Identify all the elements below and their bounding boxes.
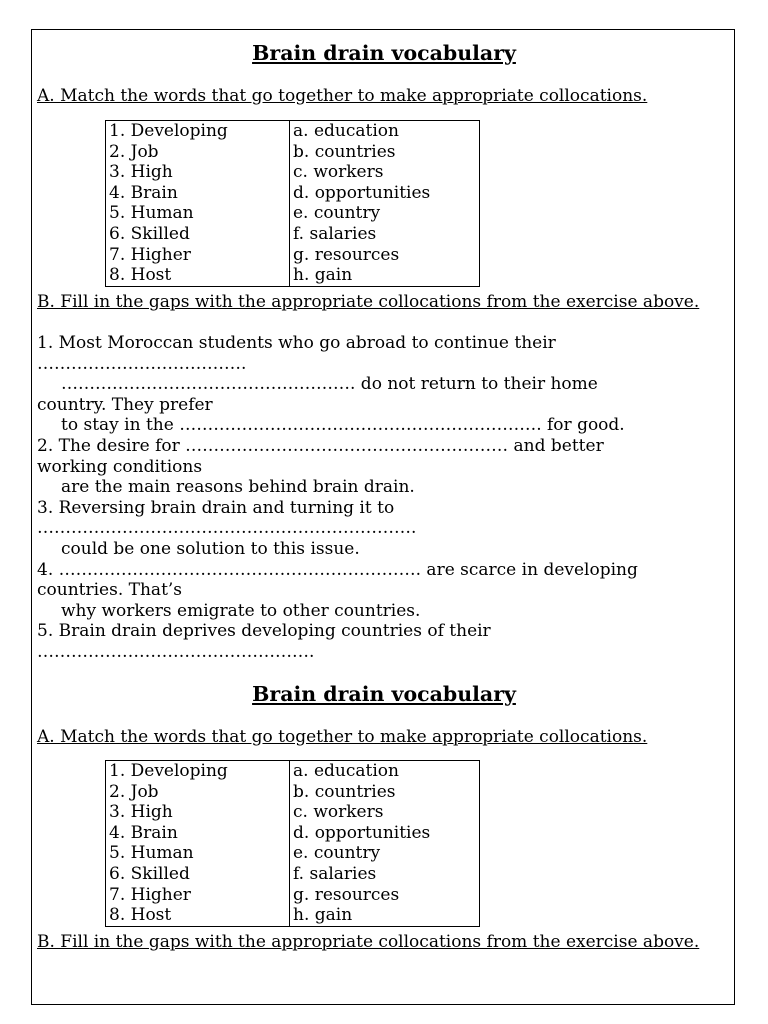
exercise-line: ……………………………………………. do not return to their home — [61, 374, 598, 395]
left-word-item: 2. Job — [109, 781, 159, 802]
right-word-item: b. countries — [293, 141, 396, 162]
left-word-item: 1. Developing — [109, 121, 228, 141]
exercise-b-text — [37, 333, 717, 663]
left-word-item: 1. Developing — [109, 761, 228, 781]
matching-table-copy — [105, 760, 480, 927]
page-title-copy: Brain drain vocabulary — [252, 682, 516, 706]
right-word-item: h. gain — [293, 265, 353, 286]
words-column-right — [290, 121, 480, 287]
exercise-line: countries. That’s — [37, 580, 183, 601]
matching-table — [105, 120, 480, 287]
right-word-item: e. country — [293, 203, 381, 224]
words-column-right — [290, 761, 480, 927]
instruction-a-copy: A. Match the words that go together to make appropriate collocations. — [37, 727, 648, 747]
right-word-item: e. country — [293, 843, 381, 864]
left-word-item: 3. High — [109, 802, 173, 823]
right-word-item: f. salaries — [293, 863, 377, 884]
right-word-item: h. gain — [293, 905, 353, 926]
exercise-line: working conditions — [37, 456, 203, 477]
right-word-item: g. resources — [293, 244, 400, 265]
left-word-item: 8. Host — [109, 265, 172, 286]
left-word-item: 7. Higher — [109, 244, 191, 265]
instruction-b-copy: B. Fill in the gaps with the appropriate collocations from the exercise above. — [37, 932, 700, 952]
right-word-item: d. opportunities — [293, 182, 431, 203]
exercise-line: country. They prefer — [37, 394, 213, 415]
left-word-item: 5. Human — [109, 843, 194, 864]
words-column-left — [106, 761, 290, 927]
right-word-item: c. workers — [293, 802, 384, 823]
exercise-line: 3. Reversing brain drain and turning it to — [37, 497, 395, 518]
right-word-item: f. salaries — [293, 223, 377, 244]
left-word-item: 7. Higher — [109, 884, 191, 905]
left-word-item: 4. Brain — [109, 182, 178, 203]
exercise-line: 1. Most Moroccan students who go abroad to continue their — [37, 333, 556, 353]
right-word-item: d. opportunities — [293, 822, 431, 843]
exercise-line: …………………………………………………………. — [37, 518, 417, 539]
left-word-item: 4. Brain — [109, 822, 178, 843]
instruction-a: A. Match the words that go together to make appropriate collocations. — [37, 86, 648, 106]
right-word-item: b. countries — [293, 781, 396, 802]
exercise-line: are the main reasons behind brain drain. — [61, 477, 415, 498]
left-word-item: 3. High — [109, 162, 173, 183]
exercise-line: to stay in the ………………………………………………………. for good. — [61, 415, 625, 436]
exercise-line: could be one solution to this issue. — [61, 538, 360, 559]
left-word-item: 5. Human — [109, 203, 194, 224]
instruction-b: B. Fill in the gaps with the appropriate collocations from the exercise above. — [37, 292, 700, 312]
right-word-item: a. education — [293, 121, 399, 141]
right-word-item: g. resources — [293, 884, 400, 905]
words-column-left — [106, 121, 290, 287]
right-word-item: a. education — [293, 761, 399, 781]
page-title: Brain drain vocabulary — [252, 41, 516, 65]
exercise-line: why workers emigrate to other countries. — [61, 600, 421, 621]
exercise-line: 2. The desire for ………………………………………………… and better — [37, 435, 604, 456]
left-word-item: 6. Skilled — [109, 863, 190, 884]
left-word-item: 2. Job — [109, 141, 159, 162]
exercise-line: 5. Brain drain deprives developing countries of their — [37, 621, 491, 642]
left-word-item: 6. Skilled — [109, 223, 190, 244]
exercise-line: ………………………………. — [37, 353, 247, 374]
left-word-item: 8. Host — [109, 905, 172, 926]
exercise-line: …………………………………………. — [37, 641, 315, 662]
exercise-line: 4. ………………………………………………………. are scarce in developing — [37, 559, 638, 580]
right-word-item: c. workers — [293, 162, 384, 183]
